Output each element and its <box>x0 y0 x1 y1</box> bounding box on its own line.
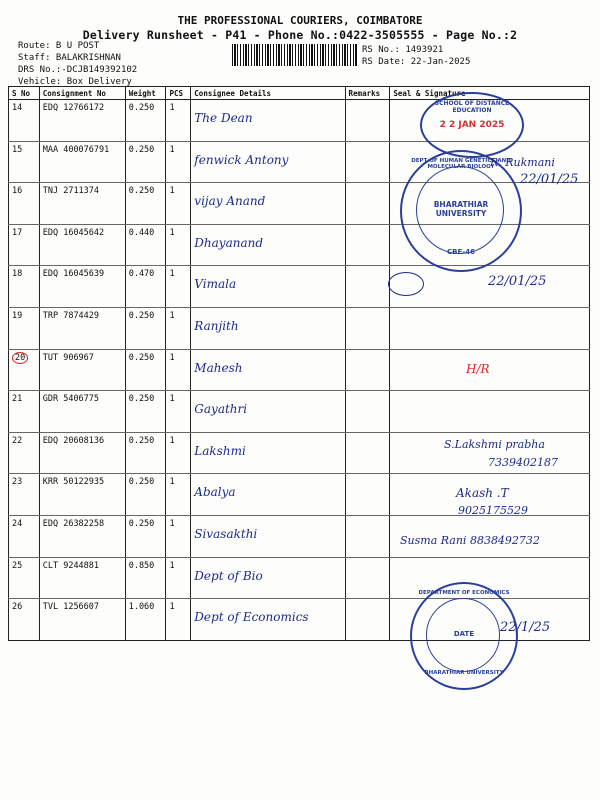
cell-consignment: EDQ 16045639 <box>39 266 125 308</box>
cell-sno: 22 <box>9 432 40 474</box>
table-row <box>9 349 590 391</box>
cell-consignment: TNJ 2711374 <box>39 183 125 225</box>
row18-date: 22/01/25 <box>488 274 547 289</box>
stamp-dept-text: DEPT OF HUMAN GENETICS AND MOLECULAR BIOLOGY <box>411 158 511 170</box>
consignee-name: Vimala <box>194 277 237 292</box>
cell-consignee <box>191 557 345 599</box>
cell-sno: 18 <box>9 266 40 308</box>
cell-pcs: 1 <box>166 307 191 349</box>
cell-consignment: TUT 906967 <box>39 349 125 391</box>
header-seal: Seal & Signature <box>390 87 590 100</box>
rs-date-text: RS Date: 22-Jan-2025 <box>362 57 471 67</box>
cell-pcs: 1 <box>166 557 191 599</box>
cell-consignment: EDQ 16045642 <box>39 224 125 266</box>
route-text: Route: B U POST <box>18 41 100 51</box>
cell-remarks <box>345 183 390 225</box>
meta-right <box>362 44 470 68</box>
company-title: THE PROFESSIONAL COURIERS, COIMBATORE <box>177 14 423 27</box>
barcode <box>232 44 358 66</box>
cell-weight: 0.250 <box>125 307 166 349</box>
cell-consignee <box>191 474 345 516</box>
stamp-org-text: SCHOOL OF DISTANCE EDUCATION <box>434 100 510 114</box>
meta-left <box>18 40 137 88</box>
stamp-date-label: DATE <box>453 630 475 638</box>
row20-remark: H/R <box>466 362 490 376</box>
cell-consignee <box>191 183 345 225</box>
cell-weight: 0.470 <box>125 266 166 308</box>
cell-sno: 14 <box>9 100 40 142</box>
cell-pcs: 1 <box>166 141 191 183</box>
cell-consignee <box>191 224 345 266</box>
cell-remarks <box>345 432 390 474</box>
cell-weight: 0.250 <box>125 183 166 225</box>
consignee-name: Sivasakthi <box>194 526 258 541</box>
stamp-center-text: BHARATHIAR UNIVERSITY <box>433 200 489 218</box>
cell-consignment: EDQ 12766172 <box>39 100 125 142</box>
cell-consignee <box>191 100 345 142</box>
row15-signature: R. Rukmani <box>490 156 555 169</box>
cell-consignee <box>191 307 345 349</box>
cell-remarks <box>345 307 390 349</box>
cell-pcs: 1 <box>166 349 191 391</box>
row15-date: 22/01/25 <box>520 172 579 187</box>
staff-text: Staff: BALAKRISHNAN <box>18 53 121 63</box>
cell-sno: 26 <box>9 599 40 641</box>
cell-sno: 24 <box>9 515 40 557</box>
cell-weight: 0.250 <box>125 391 166 433</box>
cell-consignee <box>191 432 345 474</box>
cell-pcs: 1 <box>166 599 191 641</box>
header-consignee: Consignee Details <box>191 87 345 100</box>
stamp-bottom-text: BHARATHIAR UNIVERSITY <box>424 670 504 676</box>
cell-consignee <box>191 515 345 557</box>
cell-seal <box>390 307 590 349</box>
header-pcs: PCS <box>166 87 191 100</box>
cell-weight: 0.250 <box>125 432 166 474</box>
rs-no-text: RS No.: 1493921 <box>362 45 444 55</box>
cell-sno: 19 <box>9 307 40 349</box>
header-consignment: Consignment No <box>39 87 125 100</box>
cell-consignment: EDQ 26382258 <box>39 515 125 557</box>
row24-signature: Susma Rani 8838492732 <box>400 534 540 547</box>
cell-weight: 1.060 <box>125 599 166 641</box>
circled-sno: 20 <box>12 352 28 364</box>
stamp-date-text: 2 2 JAN 2025 <box>439 120 505 130</box>
cell-sno: 17 <box>9 224 40 266</box>
consignee-name: Abalya <box>194 485 236 500</box>
cell-remarks <box>345 599 390 641</box>
cell-consignment: CLT 9244881 <box>39 557 125 599</box>
consignee-name: Mahesh <box>194 360 243 375</box>
cell-weight: 0.250 <box>125 100 166 142</box>
cell-sno <box>9 349 40 391</box>
consignee-name: Gayathri <box>194 402 248 417</box>
cell-consignment: TVL 1256607 <box>39 599 125 641</box>
cell-weight: 0.850 <box>125 557 166 599</box>
cell-consignment: MAA 400076791 <box>39 141 125 183</box>
cell-pcs: 1 <box>166 224 191 266</box>
cell-remarks <box>345 349 390 391</box>
consignee-name: The Dean <box>194 111 253 125</box>
cell-consignment: EDQ 20608136 <box>39 432 125 474</box>
cell-consignment: GDR 5406775 <box>39 391 125 433</box>
cell-pcs: 1 <box>166 432 191 474</box>
row22-signature: S.Lakshmi prabha <box>444 438 545 451</box>
consignee-name: vijay Anand <box>194 194 266 209</box>
vehicle-text: Vehicle: Box Delivery <box>18 77 132 87</box>
row18-circle-mark <box>388 272 424 296</box>
cell-sno: 15 <box>9 141 40 183</box>
cell-weight: 0.250 <box>125 141 166 183</box>
table-row <box>9 391 590 433</box>
economics-dept-stamp <box>410 582 518 690</box>
cell-pcs: 1 <box>166 266 191 308</box>
cell-remarks <box>345 224 390 266</box>
runsheet-title: Delivery Runsheet - P41 - Phone No.:0422-3505555 - Page No.:2 <box>82 28 518 42</box>
row23-phone: 9025175529 <box>458 504 528 517</box>
cell-remarks <box>345 266 390 308</box>
cell-sno: 25 <box>9 557 40 599</box>
row26-date: 22/1/25 <box>500 620 551 635</box>
cell-weight: 0.250 <box>125 474 166 516</box>
stamp-bottom-text: CBE-46 <box>447 248 475 256</box>
consignee-name: Dept of Economics <box>194 610 309 625</box>
consignee-name: Dept of Bio <box>194 568 263 583</box>
header-remarks: Remarks <box>345 87 390 100</box>
cell-consignee <box>191 141 345 183</box>
consignee-name: Lakshmi <box>194 443 246 458</box>
cell-weight: 0.440 <box>125 224 166 266</box>
cell-consignment: TRP 7874429 <box>39 307 125 349</box>
cell-sno: 16 <box>9 183 40 225</box>
row22-phone: 7339402187 <box>488 456 558 469</box>
cell-seal <box>390 391 590 433</box>
header-weight: Weight <box>125 87 166 100</box>
cell-remarks <box>345 474 390 516</box>
cell-consignment: KRR 50122935 <box>39 474 125 516</box>
cell-weight: 0.250 <box>125 349 166 391</box>
cell-remarks <box>345 515 390 557</box>
consignee-name: fenwick Antony <box>194 152 289 167</box>
cell-consignee <box>191 349 345 391</box>
row23-signature: Akash .T <box>456 486 509 500</box>
cell-sno: 21 <box>9 391 40 433</box>
distance-education-stamp <box>420 92 524 158</box>
cell-consignee <box>191 391 345 433</box>
cell-pcs: 1 <box>166 183 191 225</box>
cell-pcs: 1 <box>166 100 191 142</box>
consignee-name: Dhayanand <box>194 235 264 250</box>
cell-remarks <box>345 141 390 183</box>
cell-consignee <box>191 599 345 641</box>
cell-pcs: 1 <box>166 391 191 433</box>
cell-pcs: 1 <box>166 515 191 557</box>
header-sno: S No <box>9 87 40 100</box>
cell-remarks <box>345 391 390 433</box>
stamp-dept-text: DEPARTMENT OF ECONOMICS <box>418 590 510 596</box>
cell-remarks <box>345 100 390 142</box>
cell-consignee <box>191 266 345 308</box>
cell-weight: 0.250 <box>125 515 166 557</box>
consignee-name: Ranjith <box>194 318 239 333</box>
drs-text: DRS No.:-DCJB149392102 <box>18 65 138 75</box>
table-row <box>9 307 590 349</box>
cell-remarks <box>345 557 390 599</box>
cell-pcs: 1 <box>166 474 191 516</box>
cell-sno: 23 <box>9 474 40 516</box>
